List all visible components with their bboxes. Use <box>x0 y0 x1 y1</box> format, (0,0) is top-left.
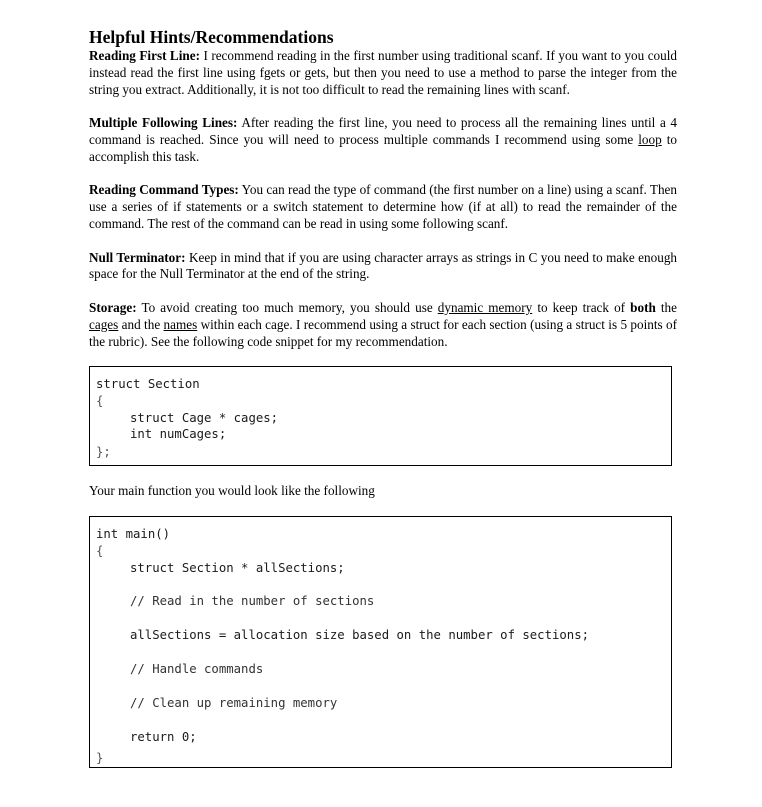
main-function-caption: Your main function you would look like the following <box>89 483 375 498</box>
paragraph-text: You can read the type of command (the first number on a line) using a scanf. Then use a series of if statements or a switch statement to determine how (if at all) to read the remainder of the command. The rest of the command can be read in using some following scanf. <box>89 182 677 231</box>
code-line: struct Section * allSections; <box>130 561 345 575</box>
paragraph-text: Keep in mind that if you are using character arrays as strings in C you need to make enough space for the Null Terminator at the end of the string. <box>89 249 678 282</box>
code-comment: // Clean up remaining memory <box>130 696 338 710</box>
page-title: Helpful Hints/Recommendations <box>89 27 334 47</box>
paragraph-text: the <box>655 299 678 315</box>
main-code-snippet <box>89 516 672 768</box>
paragraph-text: to accomplish this task. <box>89 131 677 164</box>
code-comment: // Handle commands <box>130 662 264 676</box>
code-line: int numCages; <box>130 427 227 441</box>
code-line: return 0; <box>130 730 197 744</box>
paragraph-text: To avoid creating too much memory, you should use <box>136 299 438 315</box>
paragraph-reading-command-types <box>89 182 677 232</box>
paragraph-reading-first-line <box>89 48 677 98</box>
code-line: }; <box>96 445 111 459</box>
document-body <box>89 26 677 367</box>
paragraph-multiple-following-lines <box>89 115 677 165</box>
paragraph-lead: Null Terminator: <box>89 249 186 265</box>
cages-link[interactable]: cages <box>89 316 119 332</box>
paragraph-lead: Reading Command Types: <box>89 182 239 198</box>
code-line: } <box>96 751 104 765</box>
paragraph-text: I recommend reading in the first number using traditional scanf. If you want to you could instead read the first line using fgets or gets, but then you need to use a method to parse the integer from the string you extract. Additionally, it is not too difficult to read the remaining lines with scanf. <box>89 48 677 97</box>
paragraph-lead: Reading First Line: <box>89 48 200 63</box>
paragraph-text: and the <box>118 316 164 332</box>
paragraph-text: to keep track of <box>532 299 631 315</box>
loop-link[interactable]: loop <box>638 131 662 147</box>
paragraph-null-terminator <box>89 250 677 284</box>
names-link[interactable]: names <box>163 316 198 332</box>
paragraph-lead: Multiple Following Lines: <box>89 115 238 131</box>
code-line: { <box>96 394 104 408</box>
paragraph-text: After reading the first line, you need to process all the remaining lines until a 4 command is reached. Since you will need to process multiple commands I recommend using some <box>89 115 677 147</box>
dynamic-memory-link[interactable]: dynamic memory <box>437 299 533 315</box>
code-line: int main() <box>96 527 171 541</box>
paragraph-storage <box>89 300 677 350</box>
code-line: allSections = allocation size based on the number of sections; <box>130 628 590 642</box>
paragraph-lead: Storage: <box>89 299 137 315</box>
paragraph-text: within each cage. I recommend using a struct for each section (using a struct is 5 points of the rubric). See the following code snippet for my recommendation. <box>89 316 677 349</box>
code-line: struct Cage * cages; <box>130 411 279 425</box>
code-line: { <box>96 544 104 558</box>
emphasis-both: both <box>630 299 656 315</box>
code-comment: // Read in the number of sections <box>130 594 375 608</box>
code-line: struct Section <box>96 377 200 391</box>
struct-code-snippet <box>89 366 672 466</box>
